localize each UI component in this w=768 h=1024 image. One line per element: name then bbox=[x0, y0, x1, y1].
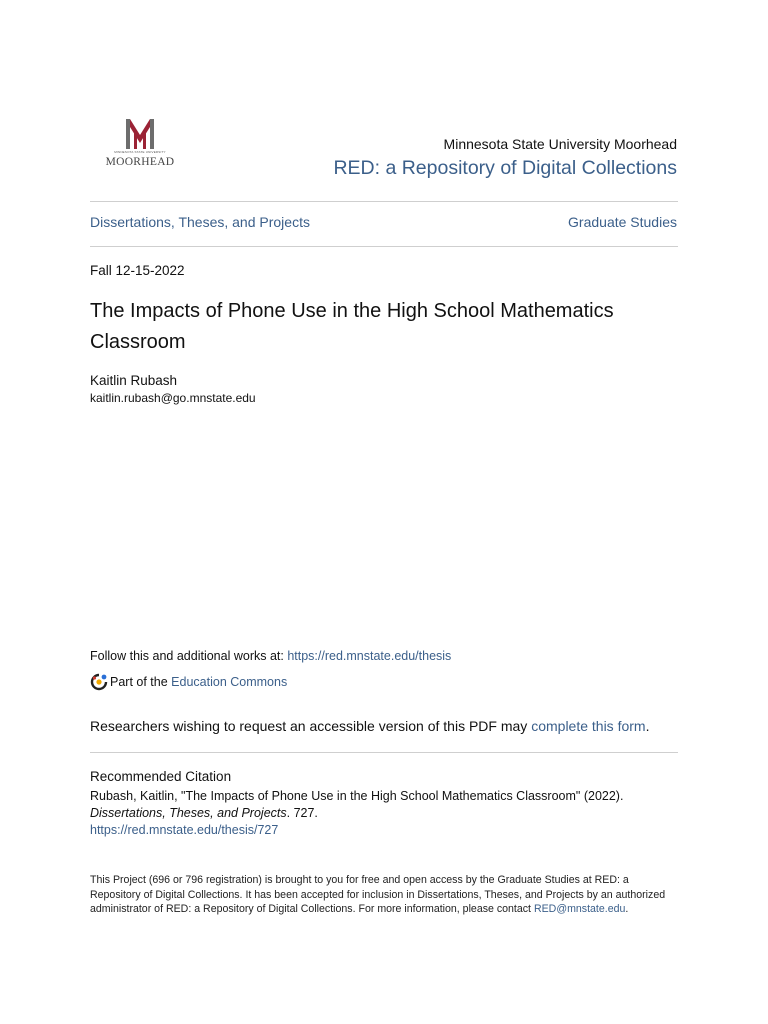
access-statement-suffix: . bbox=[625, 903, 629, 916]
citation-number: . 727. bbox=[286, 806, 318, 820]
divider bbox=[90, 752, 678, 753]
research-prefix: Researchers wishing to request an accessible version of this PDF may bbox=[90, 718, 532, 734]
contact-email-link[interactable]: RED@mnstate.edu bbox=[533, 903, 626, 916]
follow-prefix: Follow this and additional works at: bbox=[90, 649, 288, 663]
access-statement-text: This Project (696 or 796 registration) is brought to you for free and open access by the Graduate Studies at RED: a Repository of Digital Collections. It has been accepted for inclusion in Dissertations, Theses, and Projects by an authorized administrator of RED: a Repository of Digital Collections. For more information, please contact bbox=[90, 874, 666, 916]
citation-series-line bbox=[90, 806, 318, 820]
publication-date: Fall 12-15-2022 bbox=[90, 263, 185, 278]
education-commons-link[interactable]: Education Commons bbox=[171, 675, 288, 689]
divider bbox=[90, 246, 678, 247]
citation-heading: Recommended Citation bbox=[90, 769, 232, 784]
part-of-line bbox=[90, 673, 287, 691]
citation-series: Dissertations, Theses, and Projects bbox=[90, 806, 287, 820]
access-statement bbox=[90, 873, 675, 917]
author-name: Kaitlin Rubash bbox=[90, 373, 178, 388]
logo-name: MOORHEAD bbox=[105, 156, 175, 168]
document-title: The Impacts of Phone Use in the High School Mathematics Classroom bbox=[90, 300, 614, 353]
research-suffix: . bbox=[645, 718, 650, 734]
divider bbox=[90, 201, 678, 202]
department-link[interactable]: Graduate Studies bbox=[568, 214, 677, 230]
follow-line bbox=[90, 649, 451, 663]
complete-form-link[interactable]: complete this form bbox=[531, 718, 646, 734]
university-name: Minnesota State University Moorhead bbox=[443, 136, 677, 152]
part-of-prefix: Part of the bbox=[110, 675, 168, 689]
collection-link[interactable]: Dissertations, Theses, and Projects bbox=[90, 214, 310, 230]
citation-line: Rubash, Kaitlin, "The Impacts of Phone Use in the High School Mathematics Classroom" (2022). bbox=[90, 789, 624, 803]
follow-url-link[interactable]: https://red.mnstate.edu/thesis bbox=[287, 649, 452, 663]
citation-url-link[interactable]: https://red.mnstate.edu/thesis/727 bbox=[90, 823, 279, 837]
commons-network-icon bbox=[90, 673, 108, 691]
author-email: kaitlin.rubash@go.mnstate.edu bbox=[90, 391, 256, 405]
moorhead-m-logo-icon bbox=[100, 117, 180, 151]
accessibility-request-line bbox=[90, 718, 649, 734]
repository-link[interactable]: RED: a Repository of Digital Collections bbox=[333, 157, 677, 179]
logo-subtext: MINNESOTA STATE UNIVERSITY bbox=[114, 150, 166, 154]
